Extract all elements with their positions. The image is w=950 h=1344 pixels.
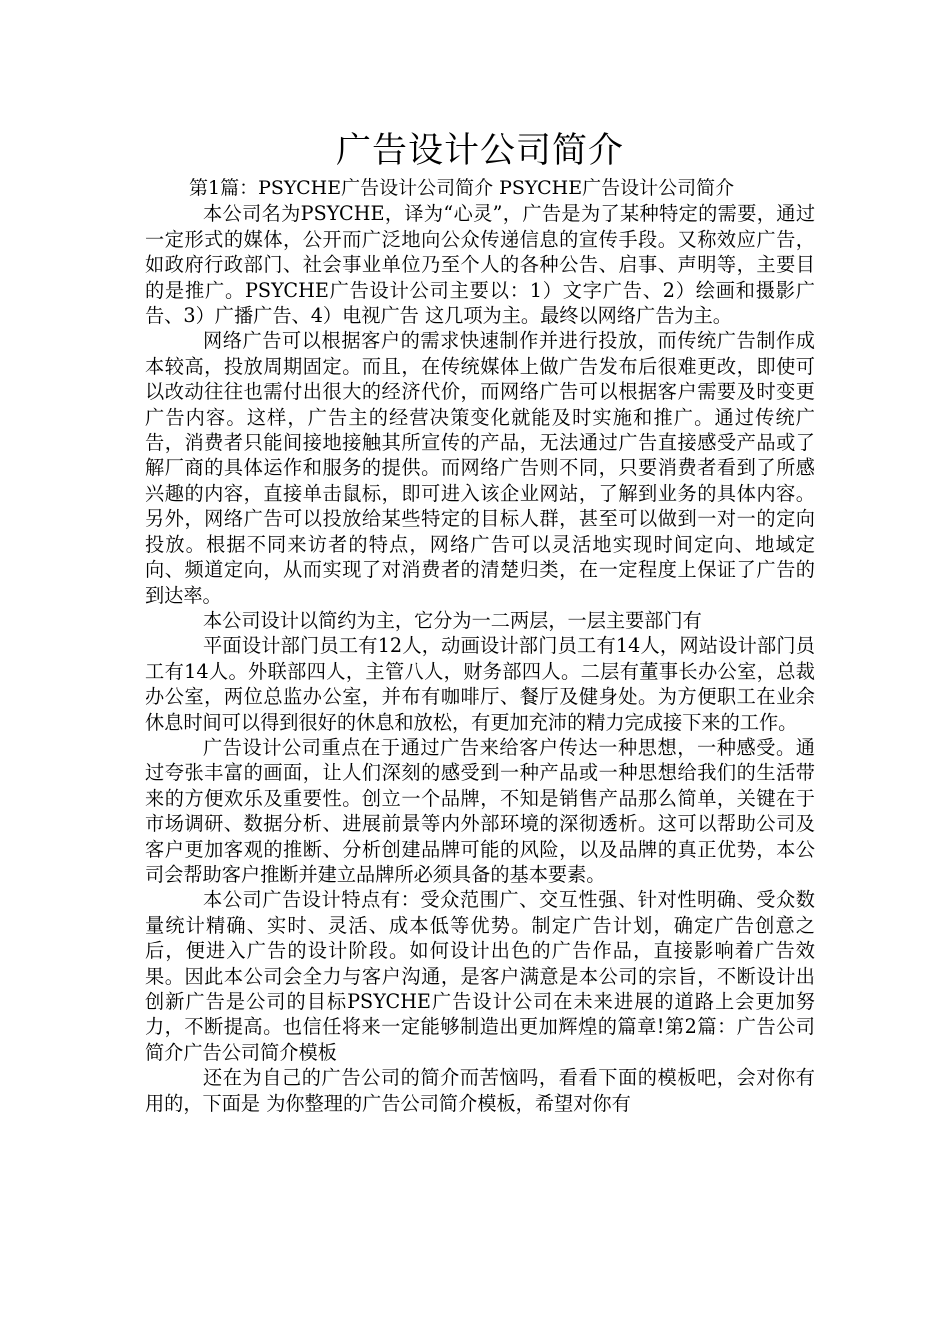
- document-title: 广告设计公司简介: [335, 131, 624, 171]
- paragraph-6: 本公司广告设计特点有：受众范围广、交互性强、针对性明确、受众数量统计精确、实时、灵活、成本低等优势。制定广告计划，确定广告创意之后，便进入广告的设计阶段。如何设计出色的广告作品，直接影响着广告效果。因此本公司会全力与客户沟通，是客户满意是本公司的宗旨，不断设计出创新广告是公司的目标PSYCHE广告设计公司在未来进展的道路上会更加努力，不断提高。也信任将来一定能够制造出更加辉煌的篇章!第2篇：广告公司简介广告公司简介模板: [145, 888, 815, 1064]
- paragraph-1: 本公司名为PSYCHE，译为“心灵”，广告是为了某种特定的需要，通过一定形式的媒体，公开而广泛地向公众传递信息的宣传手段。又称效应广告，如政府行政部门、社会事业单位乃至个人的各种公告、启事、声明等，主要目的是推广。PSYCHE广告设计公司主要以：1）文字广告、2）绘画和摄影广告、3）广播广告、4）电视广告 这几项为主。最终以网络广告为主。: [145, 202, 815, 328]
- document-body: [145, 128, 815, 1116]
- paragraph-2: 网络广告可以根据客户的需求快速制作并进行投放，而传统广告制作成本较高，投放周期固定。而且，在传统媒体上做广告发布后很难更改，即使可以改动往往也需付出很大的经济代价，而网络广告可以根据客户需要及时变更广告内容。这样，广告主的经营决策变化就能及时实施和推广。通过传统广告，消费者只能间接地接触其所宣传的产品，无法通过广告直接感受产品或了解厂商的具体运作和服务的提供。而网络广告则不同，只要消费者看到了所感兴趣的内容，直接单击鼠标，即可进入该企业网站，了解到业务的具体内容。另外，网络广告可以投放给某些特定的目标人群，甚至可以做到一对一的定向投放。根据不同来访者的特点，网络广告可以灵活地实现时间定向、地域定向、频道定向，从而实现了对消费者的清楚归类，在一定程度上保证了广告的到达率。: [145, 329, 815, 607]
- article-subheading: 第1篇：PSYCHE广告设计公司简介 PSYCHE广告设计公司简介: [189, 177, 735, 199]
- paragraph-3: 本公司设计以简约为主，它分为一二两层，一层主要部门有: [203, 608, 702, 632]
- paragraph-7: 还在为自己的广告公司的简介而苦恼吗，看看下面的模板吧，会对你有用的，下面是 为你整理的广告公司简介模板，希望对你有: [145, 1066, 815, 1115]
- paragraph-5: 广告设计公司重点在于通过广告来给客户传达一种思想，一种感受。通过夸张丰富的画面，让人们深刻的感受到一种产品或一种思想给我们的生活带来的方便欢乐及重要性。创立一个品牌，不知是销售产品那么简单，关键在于市场调研、数据分析、进展前景等内外部环境的深彻透析。这可以帮助公司及客户更加客观的推断、分析创建品牌可能的风险，以及品牌的真正优势，本公司会帮助客户推断并建立品牌所必须具备的基本要素。: [145, 735, 815, 886]
- paragraph-4: 平面设计部门员工有12人，动画设计部门员工有14人，网站设计部门员工有14人。外联部四人，主管八人，财务部四人。二层有董事长办公室，总裁办公室，两位总监办公室，并布有咖啡厅、餐厅及健身处。为方便职工在业余休息时间可以得到很好的休息和放松，有更加充沛的精力完成接下来的工作。: [145, 634, 815, 734]
